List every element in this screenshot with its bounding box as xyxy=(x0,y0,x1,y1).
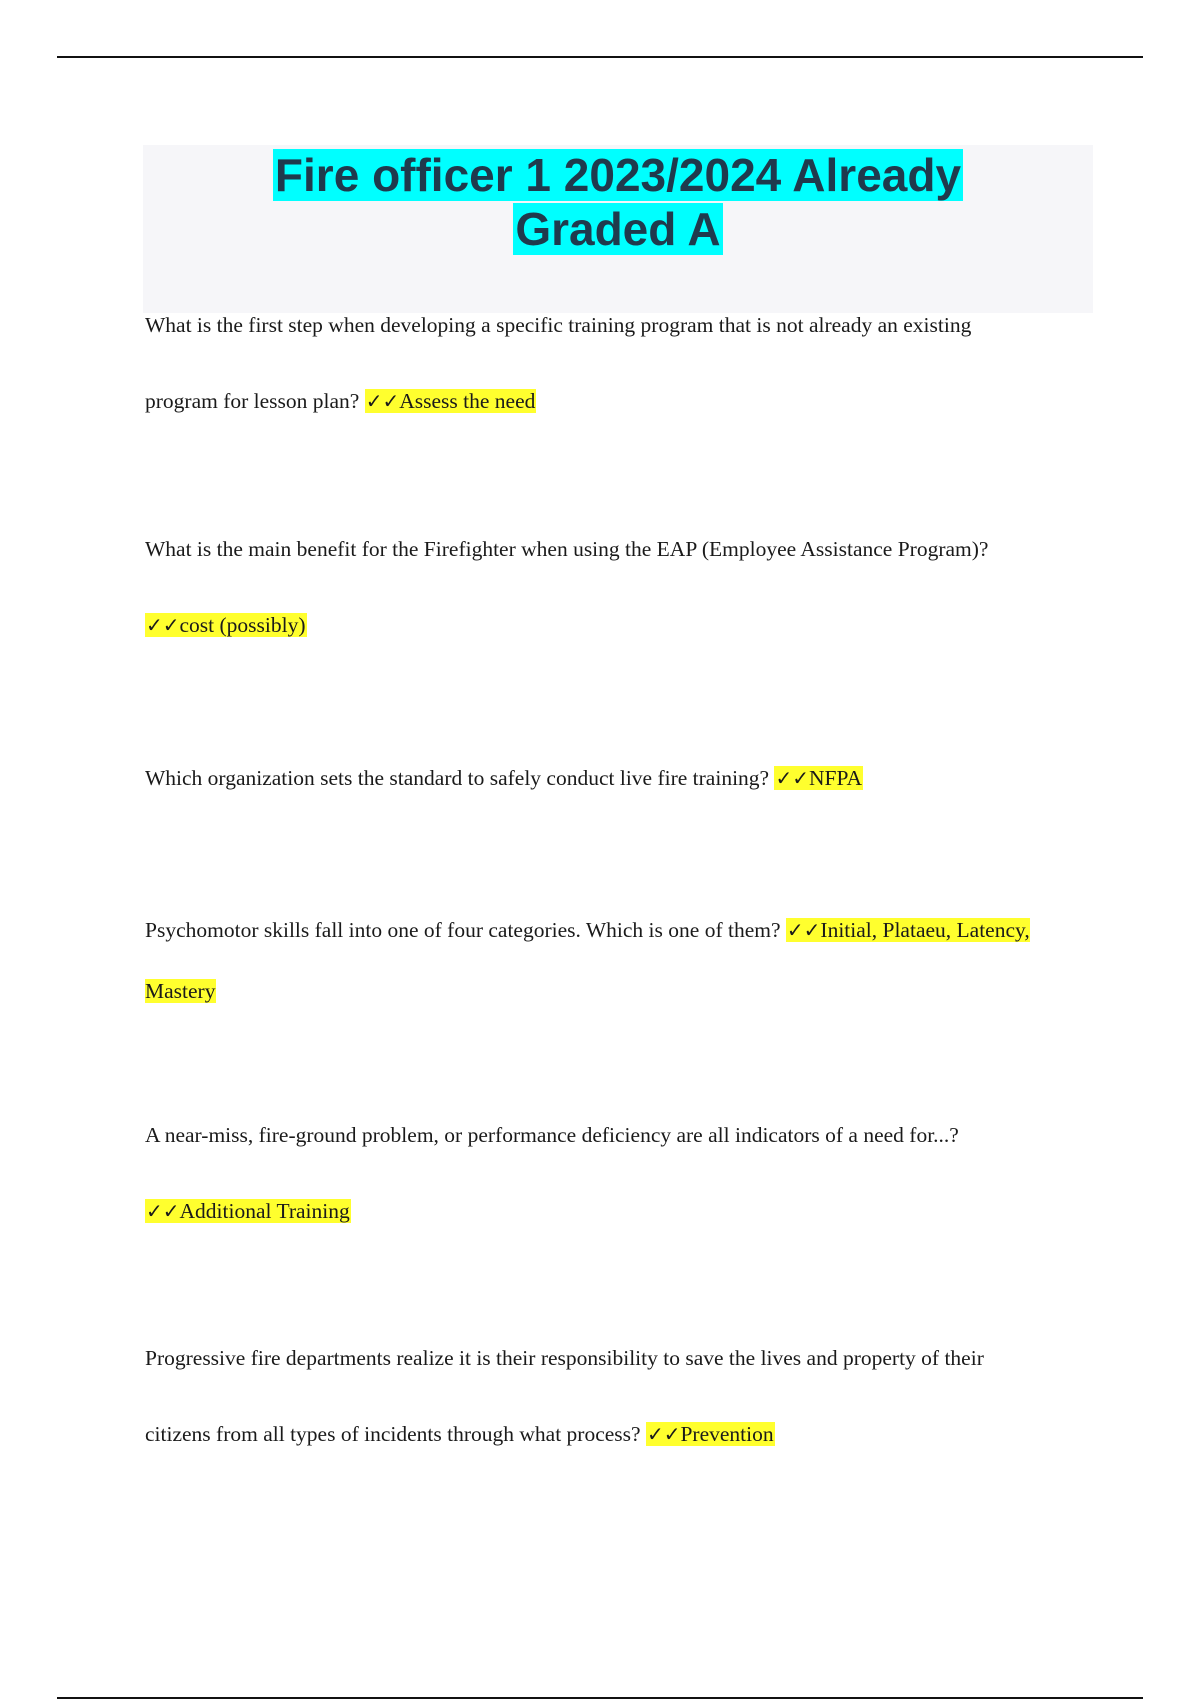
double-check-icon: ✓✓ xyxy=(786,918,821,942)
header-rule xyxy=(57,56,1143,58)
question-text: What is the first step when developing a specific training program that is not already an existing program for lesson plan? xyxy=(145,313,972,413)
question-text: Psychomotor skills fall into one of four categories. Which is one of them? xyxy=(145,918,781,942)
double-check-icon: ✓✓ xyxy=(146,613,180,637)
qa-item-4 xyxy=(145,900,1105,1022)
answer-highlight xyxy=(646,1422,775,1446)
question-text: Progressive fire departments realize it is their responsibility to save the lives and property of their citizens from all types of incidents through what process? xyxy=(145,1346,984,1446)
qa-item-3 xyxy=(145,740,1105,816)
answer-text: Additional Training xyxy=(179,1199,350,1223)
answer-highlight xyxy=(365,389,537,413)
answer-text: Prevention xyxy=(680,1422,774,1446)
title-line-2: Graded A xyxy=(515,203,721,255)
double-check-icon: ✓✓ xyxy=(775,766,809,790)
qa-item-5 xyxy=(145,1097,975,1249)
answer-highlight xyxy=(145,1199,351,1223)
question-text: What is the main benefit for the Firefighter when using the EAP (Employee Assistance Program)? xyxy=(145,537,989,561)
answer-text: Initial, Plataeu, Latency, Mastery xyxy=(145,918,1030,1003)
answer-text: Assess the need xyxy=(399,389,536,413)
qa-item-1 xyxy=(145,287,1015,439)
double-check-icon: ✓✓ xyxy=(646,1422,681,1446)
question-text: A near-miss, fire-ground problem, or performance deficiency are all indicators of a need for...? xyxy=(145,1123,959,1147)
question-text: Which organization sets the standard to safely conduct live fire training? xyxy=(145,766,770,790)
answer-text: cost (possibly) xyxy=(179,613,306,637)
footer-rule xyxy=(57,1697,1143,1699)
answer-highlight xyxy=(774,766,863,790)
double-check-icon: ✓✓ xyxy=(365,389,400,413)
title-line-1: Fire officer 1 2023/2024 Already xyxy=(274,149,962,201)
double-check-icon: ✓✓ xyxy=(146,1199,180,1223)
answer-text: NFPA xyxy=(808,766,862,790)
qa-item-2 xyxy=(145,511,1005,663)
document-title xyxy=(273,148,963,256)
answer-highlight xyxy=(145,613,307,637)
qa-item-6 xyxy=(145,1320,1025,1472)
